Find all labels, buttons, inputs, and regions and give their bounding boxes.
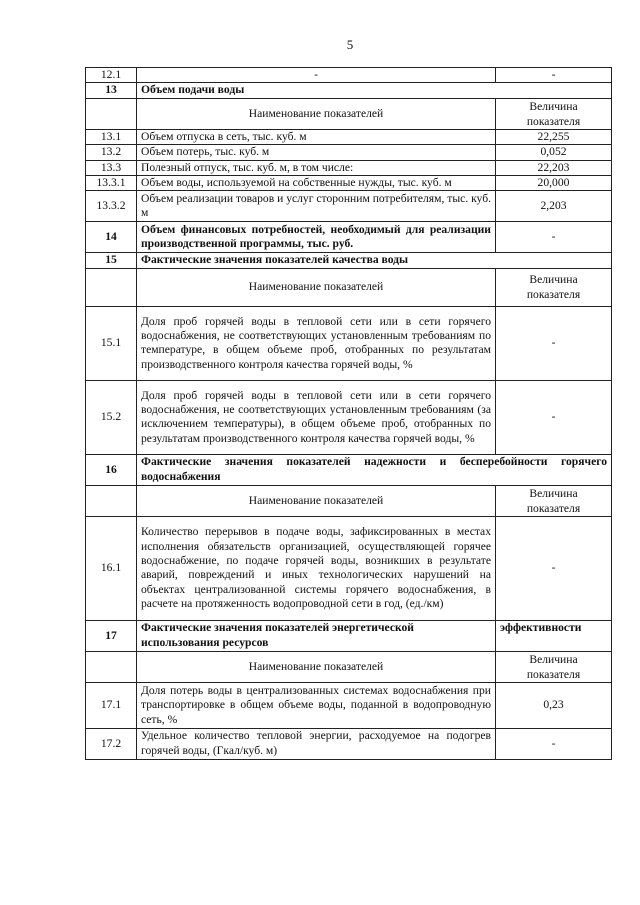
section-header-row xyxy=(86,222,612,253)
section-number: 17 xyxy=(86,620,137,651)
column-header-value: Величина показателя xyxy=(496,268,612,306)
row-name: Количество перерывов в подаче воды, зафиксированных в местах исполнения обязательств организацией, осуществляющей горячее водоснабжение, по подаче горячей воды, возникших в результате аварий, повреждений и иных технологических нарушений на объектах централизованной системы горячего водоснабжения, в расчете на протяженность водопроводной сети в год, (ед./км) xyxy=(137,516,496,620)
row-name: - xyxy=(137,68,496,83)
row-number: 16.1 xyxy=(86,516,137,620)
table-row xyxy=(86,682,612,728)
row-name: Полезный отпуск, тыс. куб. м, в том числе: xyxy=(137,160,496,175)
row-name: Объем реализации товаров и услуг сторонним потребителям, тыс. куб. м xyxy=(137,191,496,222)
column-header-row xyxy=(86,485,612,516)
page-number: 5 xyxy=(346,37,354,52)
row-number: 15.2 xyxy=(86,380,137,454)
table-row xyxy=(86,728,612,759)
section-header-row xyxy=(86,454,612,485)
row-value: 20,000 xyxy=(496,176,612,191)
row-name: Объем отпуска в сеть, тыс. куб. м xyxy=(137,129,496,144)
column-header-value: Величина показателя xyxy=(496,485,612,516)
row-value: - xyxy=(496,306,612,380)
row-value: - xyxy=(496,516,612,620)
row-name: Доля проб горячей воды в тепловой сети или в сети горячего водоснабжения, не соответствующих установленным требованиям (за исключением температуры), в общем объеме проб, отобранных по результатам производственного контроля качества горячей воды, % xyxy=(137,380,496,454)
table-row xyxy=(86,306,612,380)
column-header-name: Наименование показателей xyxy=(137,485,496,516)
row-name: Доля потерь воды в централизованных системах водоснабжения при транспортировке в общем объеме воды, поданной в водопроводную сеть, % xyxy=(137,682,496,728)
column-header-name: Наименование показателей xyxy=(137,268,496,306)
section-header-row xyxy=(86,253,612,268)
section-title: Объем подачи воды xyxy=(137,83,612,98)
table-row xyxy=(86,145,612,160)
column-header-row xyxy=(86,651,612,682)
row-value: - xyxy=(496,68,612,83)
row-value: 0,052 xyxy=(496,145,612,160)
row-value: 0,23 xyxy=(496,682,612,728)
section-header-row xyxy=(86,83,612,98)
table-row xyxy=(86,129,612,144)
row-number: 13.3.1 xyxy=(86,176,137,191)
table-row xyxy=(86,160,612,175)
section-title-tail: эффективности xyxy=(496,620,612,651)
row-number: 12.1 xyxy=(86,68,137,83)
column-header-name: Наименование показателей xyxy=(137,98,496,129)
row-name: Объем воды, используемой на собственные нужды, тыс. куб. м xyxy=(137,176,496,191)
section-number: 16 xyxy=(86,454,137,485)
row-value: - xyxy=(496,728,612,759)
table-row xyxy=(86,191,612,222)
section-title: Фактические значения показателей качества воды xyxy=(137,253,612,268)
row-number: 17.2 xyxy=(86,728,137,759)
row-number: 13.2 xyxy=(86,145,137,160)
section-number: 15 xyxy=(86,253,137,268)
column-header-value: Величина показателя xyxy=(496,651,612,682)
row-number: 13.3.2 xyxy=(86,191,137,222)
table-row xyxy=(86,176,612,191)
row-value: - xyxy=(496,380,612,454)
indicators-table xyxy=(85,67,612,760)
section-title: Фактические значения показателей надежности и бесперебойности горячего водоснабжения xyxy=(137,454,612,485)
row-number: 15.1 xyxy=(86,306,137,380)
section-number: 13 xyxy=(86,83,137,98)
table-row xyxy=(86,380,612,454)
table-row xyxy=(86,516,612,620)
row-number: 13.1 xyxy=(86,129,137,144)
table-row xyxy=(86,68,612,83)
section-number: 14 xyxy=(86,222,137,253)
column-header-row xyxy=(86,98,612,129)
column-header-value: Величина показателя xyxy=(496,98,612,129)
column-header-name: Наименование показателей xyxy=(137,651,496,682)
section-title: Фактические значения показателей энергетической использования ресурсов xyxy=(137,620,496,651)
column-header-row xyxy=(86,268,612,306)
section-title: Объем финансовых потребностей, необходимый для реализации производственной программы, тыс. руб. xyxy=(137,222,496,253)
row-name: Удельное количество тепловой энергии, расходуемое на подогрев горячей воды, (Гкал/куб. м) xyxy=(137,728,496,759)
row-name: Доля проб горячей воды в тепловой сети или в сети горячего водоснабжения, не соответствующих установленным требованиям по температуре, в общем объеме проб, отобранных по результатам производственного контроля качества горячей воды, % xyxy=(137,306,496,380)
section-header-row xyxy=(86,620,612,651)
row-value: 22,255 xyxy=(496,129,612,144)
row-value: 22,203 xyxy=(496,160,612,175)
row-name: Объем потерь, тыс. куб. м xyxy=(137,145,496,160)
row-number: 17.1 xyxy=(86,682,137,728)
row-number: 13.3 xyxy=(86,160,137,175)
row-value: 2,203 xyxy=(496,191,612,222)
row-value: - xyxy=(496,222,612,253)
